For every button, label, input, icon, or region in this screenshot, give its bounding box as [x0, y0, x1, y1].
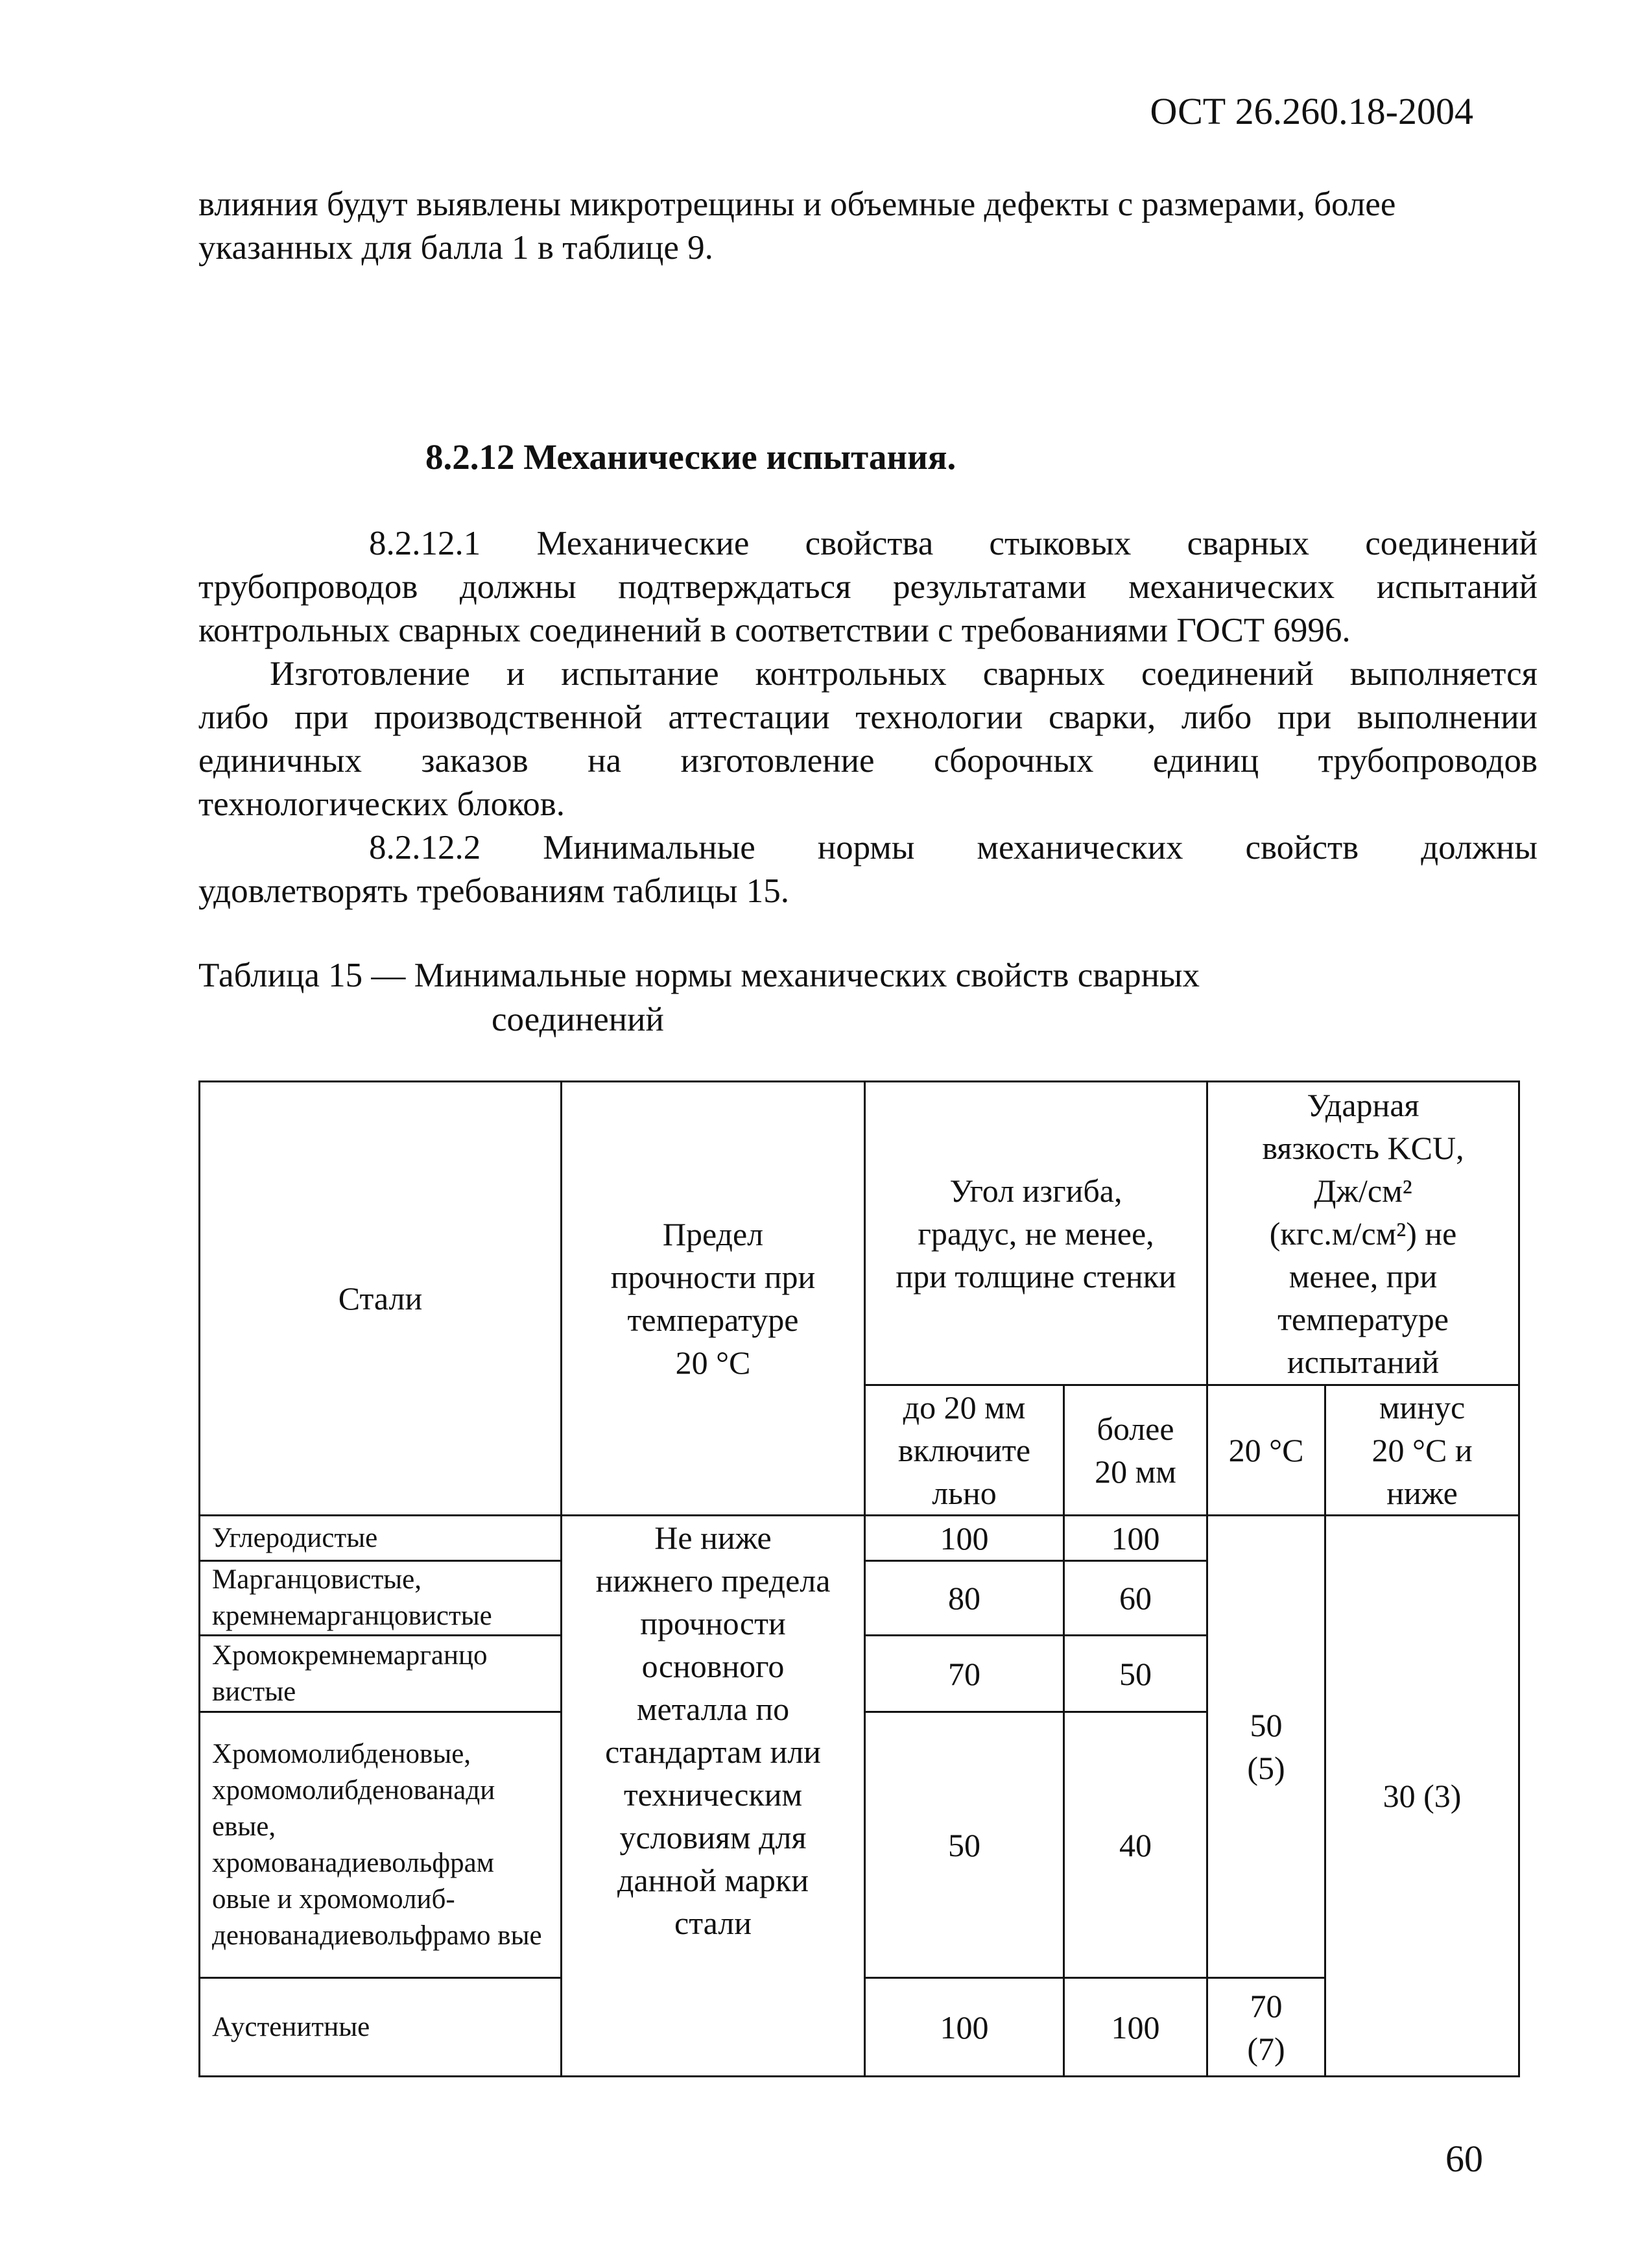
- cell-text: прочности: [640, 1605, 786, 1641]
- header-text: вязкость KCU,: [1262, 1129, 1464, 1166]
- cell-text: 50: [1250, 1707, 1283, 1743]
- paragraph-line: единичных заказов на изготовление сборочных единиц трубопроводов: [198, 742, 1538, 780]
- steel-manganese: Марганцовистые, кремнемарганцовистые: [200, 1561, 562, 1636]
- header-text: 20 °С: [1228, 1432, 1304, 1468]
- bend-over-20mm: 50: [1064, 1636, 1207, 1712]
- cell-text: металла по: [636, 1691, 790, 1727]
- bend-upto-20mm: 50: [865, 1712, 1064, 1978]
- impact-20c-value: [1207, 1516, 1325, 1978]
- bend-over-20mm: 60: [1064, 1561, 1207, 1636]
- bend-upto-20mm: 70: [865, 1636, 1064, 1712]
- cell-text: 70: [1250, 1987, 1283, 2024]
- header-text: 20 °С: [675, 1344, 751, 1381]
- subheader-upto-20mm: [865, 1385, 1064, 1516]
- mechanical-properties-table: [198, 1080, 1520, 2077]
- table-caption-continuation: соединений: [492, 1001, 664, 1038]
- paragraph-line: контрольных сварных соединений в соответствии с требованиями ГОСТ 6996.: [198, 612, 1351, 649]
- header-text: 20 °С и: [1372, 1432, 1473, 1468]
- paragraph-line: 8.2.12.1 Механические свойства стыковых сварных соединений: [369, 525, 1538, 562]
- header-text: до 20 мм: [903, 1389, 1026, 1426]
- intro-paragraph: [198, 183, 1538, 270]
- header-text: минус: [1379, 1389, 1466, 1426]
- header-text: испытаний: [1287, 1343, 1440, 1380]
- header-text: Ударная: [1307, 1086, 1419, 1123]
- bend-over-20mm: 40: [1064, 1712, 1207, 1978]
- header-impact-strength: [1207, 1082, 1519, 1385]
- steel-austenitic: Аустенитные: [200, 1978, 562, 2077]
- header-text: менее, при: [1289, 1258, 1438, 1295]
- header-text: Стали: [338, 1280, 423, 1317]
- paragraph-line: 8.2.12.2 Минимальные нормы механических свойств должны: [369, 829, 1538, 866]
- subheader-over-20mm: [1064, 1385, 1207, 1516]
- cell-text: техническим: [623, 1776, 803, 1813]
- paragraph-line: технологических блоков.: [198, 785, 565, 823]
- steel-carbon: Углеродистые: [200, 1516, 562, 1561]
- intro-line: указанных для балла 1 в таблице 9.: [198, 229, 713, 267]
- paragraph-line: Изготовление и испытание контрольных сварных соединений выполняется: [270, 655, 1538, 693]
- header-text: Предел: [662, 1216, 764, 1252]
- table-row: [200, 1516, 1519, 1561]
- header-text: включите: [897, 1432, 1031, 1468]
- section-title: 8.2.12 Механические испытания.: [425, 437, 956, 477]
- cell-text: данной марки: [617, 1862, 809, 1898]
- cell-text: стали: [674, 1905, 752, 1941]
- header-text: ниже: [1386, 1475, 1458, 1511]
- steel-chromium-silicon-manganese: Хромокремнемарганцо вистые: [200, 1636, 562, 1712]
- header-text: Угол изгиба,: [949, 1172, 1122, 1209]
- impact-minus-20c-value: 30 (3): [1325, 1516, 1519, 2077]
- paragraph-line: удовлетворять требованиям таблицы 15.: [198, 872, 790, 910]
- subheader-20c: [1207, 1385, 1325, 1516]
- intro-line: влияния будут выявлены микротрещины и объемные дефекты с размерами, более: [198, 185, 1396, 223]
- bend-over-20mm: 100: [1064, 1516, 1207, 1561]
- bend-over-20mm: 100: [1064, 1978, 1207, 2077]
- cell-text: (5): [1247, 1750, 1285, 1786]
- header-text: более: [1097, 1411, 1174, 1447]
- header-text: льно: [932, 1475, 997, 1511]
- paragraph-line: либо при производственной аттестации технологии сварки, либо при выполнении: [198, 698, 1538, 736]
- paragraph-line: трубопроводов должны подтверждаться результатами механических испытаний: [198, 568, 1538, 606]
- table-caption: Таблица 15 — Минимальные нормы механических свойств сварных: [198, 957, 1200, 994]
- cell-text: (7): [1247, 2030, 1285, 2067]
- page-number: 60: [1445, 2138, 1483, 2180]
- header-text: Дж/см²: [1314, 1172, 1412, 1209]
- cell-text: стандартам или: [605, 1734, 821, 1770]
- header-steels: [200, 1082, 562, 1516]
- cell-text: условиям для: [619, 1819, 807, 1856]
- header-text: температуре: [1277, 1300, 1449, 1337]
- header-text: градус, не менее,: [918, 1215, 1154, 1252]
- header-text: (кгс.м/см²) не: [1269, 1215, 1457, 1252]
- bend-upto-20mm: 100: [865, 1978, 1064, 2077]
- header-text: прочности при: [610, 1259, 816, 1295]
- header-tensile-strength: [562, 1082, 865, 1516]
- impact-20c-austenitic: [1207, 1978, 1325, 2077]
- bend-upto-20mm: 80: [865, 1561, 1064, 1636]
- bend-upto-20mm: 100: [865, 1516, 1064, 1561]
- header-bend-angle: [865, 1082, 1207, 1385]
- paragraph-8-2-12-1: [198, 522, 1538, 913]
- tensile-strength-value: [562, 1516, 865, 2077]
- document-code: ОСТ 26.260.18-2004: [1150, 90, 1473, 132]
- subheader-minus-20c: [1325, 1385, 1519, 1516]
- steel-chromium-molybdenum: Хромомолибденовые, хромомолибденованади евые, хромованадиевольфрам овые и хромомолиб-денованадиевольфрамо вые: [200, 1712, 562, 1978]
- cell-text: Не ниже: [654, 1520, 772, 1556]
- header-text: температуре: [627, 1302, 799, 1338]
- header-text: 20 мм: [1095, 1453, 1176, 1490]
- header-text: при толщине стенки: [896, 1258, 1176, 1295]
- cell-text: нижнего предела: [595, 1562, 831, 1599]
- cell-text: основного: [641, 1648, 785, 1684]
